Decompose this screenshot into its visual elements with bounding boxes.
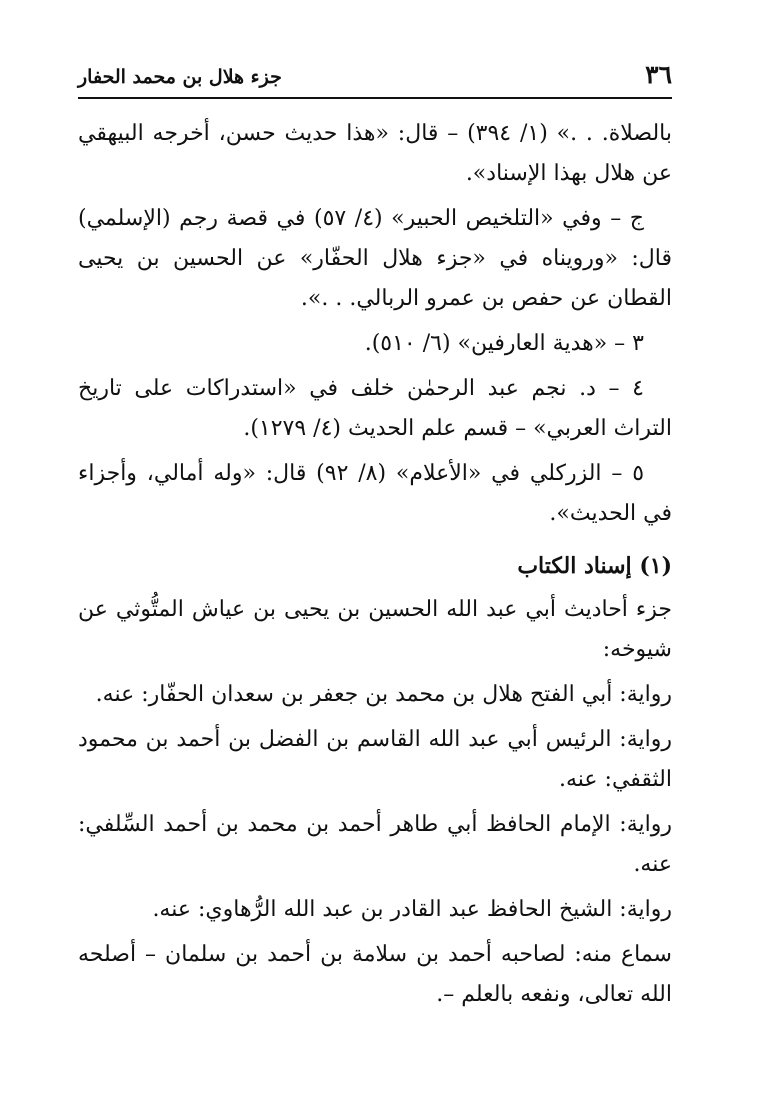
page-body <box>78 114 672 1020</box>
running-title: جزء هلال بن محمد الحفار <box>78 66 282 88</box>
running-head <box>78 58 672 94</box>
paragraph-riwaya-silafi: رواية: الإمام الحافظ أبي طاهر أحمد بن محمد بن أحمد السِّلفي: عنه. <box>78 812 672 877</box>
paragraph-riwaya-thaqafi: رواية: الرئيس أبي عبد الله القاسم بن الفضل بن أحمد بن محمود الثقفي: عنه. <box>78 727 672 792</box>
header-rule <box>78 97 672 99</box>
paragraph-juz-description: جزء أحاديث أبي عبد الله الحسين بن يحيى بن عياش المتُّوثي عن شيوخه: <box>78 597 672 662</box>
page-number: ٣٦ <box>645 60 672 89</box>
paragraph-istidrakat: ٤ – د. نجم عبد الرحمٰن خلف في «استدراكات على تاريخ التراث العربي» – قسم علم الحديث (٤/ ١٢٧٩). <box>78 376 672 441</box>
paragraph-continuation: بالصلاة. . .» (١/ ٣٩٤) – قال: «هذا حديث حسن، أخرجه البيهقي عن هلال بهذا الإسناد». <box>78 121 672 186</box>
paragraph-riwaya-ruhawi: رواية: الشيخ الحافظ عبد القادر بن عبد الله الرُّهاوي: عنه. <box>152 897 672 922</box>
paragraph-alam: ٥ – الزركلي في «الأعلام» (٨/ ٩٢) قال: «وله أمالي، وأجزاء في الحديث». <box>78 461 672 526</box>
paragraph-hadiyyat: ٣ – «هدية العارفين» (٦/ ٥١٠). <box>364 331 644 356</box>
paragraph-sama: سماع منه: لصاحبه أحمد بن سلامة بن أحمد بن سلمان – أصلحه الله تعالى، ونفعه بالعلم –. <box>78 942 672 1007</box>
paragraph-riwaya-hilal: رواية: أبي الفتح هلال بن محمد بن جعفر بن سعدان الحفّار: عنه. <box>95 682 672 707</box>
paragraph-talkhis: ج – وفي «التلخيص الحبير» (٤/ ٥٧) في قصة رجم (الإسلمي) قال: «ورويناه في «جزء هلال الحفّار» عن الحسين بن يحيى القطان عن حفص بن عمرو الربالي. . .». <box>78 206 672 311</box>
section-heading: (١) إسناد الكتاب <box>517 553 672 579</box>
